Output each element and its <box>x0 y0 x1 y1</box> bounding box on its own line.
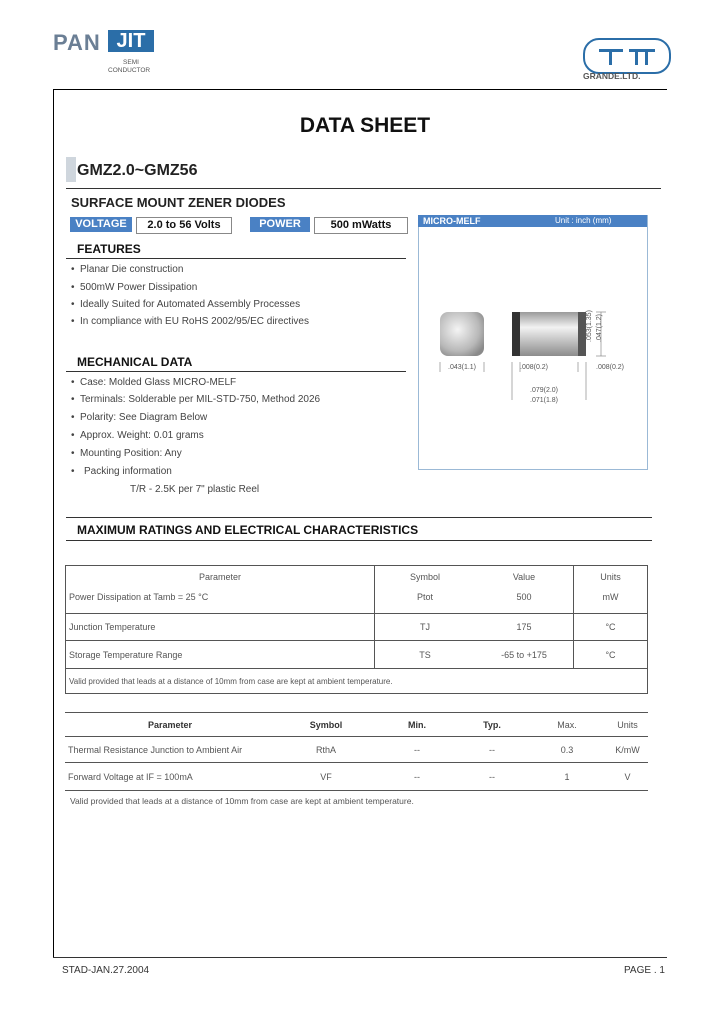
power-value: 500 mWatts <box>314 217 408 234</box>
mechanical-item: Approx. Weight: 0.01 grams <box>80 430 204 441</box>
dimension-label: .071(1.8) <box>530 397 559 404</box>
table-header: Max. <box>557 719 577 730</box>
table-cell <box>375 566 476 614</box>
power-label: POWER <box>250 217 310 232</box>
part-divider <box>66 188 661 189</box>
mechanical-item: Polarity: See Diagram Below <box>80 412 208 423</box>
bullet-dot: • <box>71 377 75 388</box>
part-number: GMZ2.0~GMZ56 <box>77 162 198 179</box>
grande-logo-text: GRANDE.LTD. <box>583 71 641 81</box>
table-cell-text: K/mW <box>615 744 640 755</box>
table-cell-text: 175 <box>475 614 574 641</box>
logo-sub-line2: CONDUCTOR <box>108 67 151 74</box>
table-cell-text: -65 to +175 <box>475 641 574 669</box>
table-header: Symbol <box>309 719 343 730</box>
table-cell-text: V <box>624 771 631 782</box>
features-divider <box>66 258 406 259</box>
table-header: Units <box>600 572 621 582</box>
footer-divider <box>53 957 667 958</box>
ratings-bottom-divider <box>66 540 652 541</box>
table-cell-text: -- <box>489 744 495 755</box>
bullet-dot: • <box>71 264 75 275</box>
features-heading: FEATURES <box>77 242 141 256</box>
ratings-table <box>65 565 648 694</box>
table-cell-text: -- <box>414 771 420 782</box>
voltage-value: 2.0 to 56 Volts <box>136 217 232 234</box>
frame-top-line <box>53 89 667 90</box>
bullet-dot: • <box>71 412 75 423</box>
table-cell-text: Thermal Resistance Junction to Ambient Air <box>68 744 243 755</box>
table-row <box>65 713 648 737</box>
feature-item: 500mW Power Dissipation <box>80 282 198 293</box>
table-cell-text: °C <box>605 622 616 632</box>
dimension-label: .008(0.2) <box>520 364 549 371</box>
table-cell-text: VF <box>320 771 332 782</box>
bullet-dot: • <box>71 316 75 327</box>
mechanical-item: Mounting Position: Any <box>80 448 182 459</box>
table-row <box>66 566 648 614</box>
package-unit: Unit : inch (mm) <box>555 216 612 225</box>
mechanical-heading: MECHANICAL DATA <box>77 355 193 369</box>
table-header: Typ. <box>483 719 501 730</box>
frame-left-line <box>53 89 54 957</box>
dimension-label: .008(0.2) <box>596 364 625 371</box>
table-cell <box>574 566 648 614</box>
table-cell-text: 500 <box>516 592 532 602</box>
table-cell-text: °C <box>605 649 616 660</box>
panjit-logo-text: PAN <box>53 30 101 55</box>
footer-page-number: PAGE . 1 <box>624 965 665 976</box>
table-header: Value <box>512 572 536 582</box>
feature-item: Ideally Suited for Automated Assembly Processes <box>80 299 301 310</box>
table-cell-text: Junction Temperature <box>66 614 375 641</box>
table-cell-text: TS <box>419 649 431 660</box>
table-row <box>65 737 648 763</box>
table-cell-text: Forward Voltage at IF = 100mA <box>68 771 193 782</box>
ratings-heading: MAXIMUM RATINGS AND ELECTRICAL CHARACTERISTICS <box>77 523 419 537</box>
ratings-top-divider <box>66 517 652 518</box>
panjit-logo-subtitle <box>108 59 154 75</box>
grande-logo-icon <box>583 38 671 74</box>
document-title: DATA SHEET <box>299 114 431 137</box>
table-row <box>66 614 648 641</box>
table-header: Min. <box>408 719 426 730</box>
bullet-dot: • <box>71 299 75 310</box>
table-cell-text: Power Dissipation at Tamb = 25 °C <box>69 592 209 602</box>
characteristics-table <box>65 712 648 791</box>
voltage-label: VOLTAGE <box>70 217 132 232</box>
panjit-logo-mark: JIT <box>108 30 154 52</box>
logo-sub-line1: SEMI <box>123 59 139 66</box>
table-cell <box>475 566 574 614</box>
bullet-dot: • <box>71 430 75 441</box>
table-cell <box>66 566 375 614</box>
table-cell-text: TJ <box>420 622 430 632</box>
mechanical-item: Packing information <box>84 466 172 477</box>
feature-item: Planar Die construction <box>80 264 184 275</box>
mechanical-item: Terminals: Solderable per MIL-STD-750, Method 2026 <box>80 394 321 405</box>
table-header: Parameter <box>198 572 242 582</box>
table-header: Symbol <box>409 572 440 582</box>
table-header: Units <box>617 719 638 730</box>
table-cell-text: RthA <box>315 744 336 755</box>
footer-date-code: STAD-JAN.27.2004 <box>62 965 150 976</box>
table-header: Parameter <box>147 719 193 730</box>
bullet-dot: • <box>71 466 75 477</box>
bullet-dot: • <box>71 282 75 293</box>
mechanical-item: Case: Molded Glass MICRO-MELF <box>80 377 237 388</box>
packing-detail: T/R - 2.5K per 7" plastic Reel <box>130 484 260 495</box>
table-note: Valid provided that leads at a distance of 10mm from case are kept at ambient temperature. <box>69 676 393 686</box>
table-cell-text: 1 <box>564 771 570 782</box>
bullet-dot: • <box>71 448 75 459</box>
bullet-dot: • <box>71 394 75 405</box>
part-number-shade <box>66 157 76 182</box>
characteristics-note: Valid provided that leads at a distance of 10mm from case are kept at ambient temperature. <box>70 796 414 806</box>
table-row <box>65 763 648 791</box>
table-row <box>66 641 648 669</box>
mechanical-divider <box>66 371 406 372</box>
dimension-label: .047(1.2) <box>596 313 603 342</box>
package-name: MICRO-MELF <box>423 216 481 226</box>
table-cell-text: 0.3 <box>560 744 574 755</box>
table-cell-text: mW <box>602 592 619 602</box>
dimension-label: .079(2.0) <box>530 387 559 394</box>
dimension-label: .043(1.1) <box>448 364 477 371</box>
table-cell-text: -- <box>489 771 495 782</box>
table-cell-text: Storage Temperature Range <box>66 641 375 669</box>
dimension-label: .053(1.35) <box>586 310 593 342</box>
product-subtitle: SURFACE MOUNT ZENER DIODES <box>71 195 286 210</box>
feature-item: In compliance with EU RoHS 2002/95/EC directives <box>80 316 309 327</box>
table-cell-text: Ptot <box>416 592 433 602</box>
table-cell-text: -- <box>414 744 420 755</box>
table-row <box>66 669 648 694</box>
